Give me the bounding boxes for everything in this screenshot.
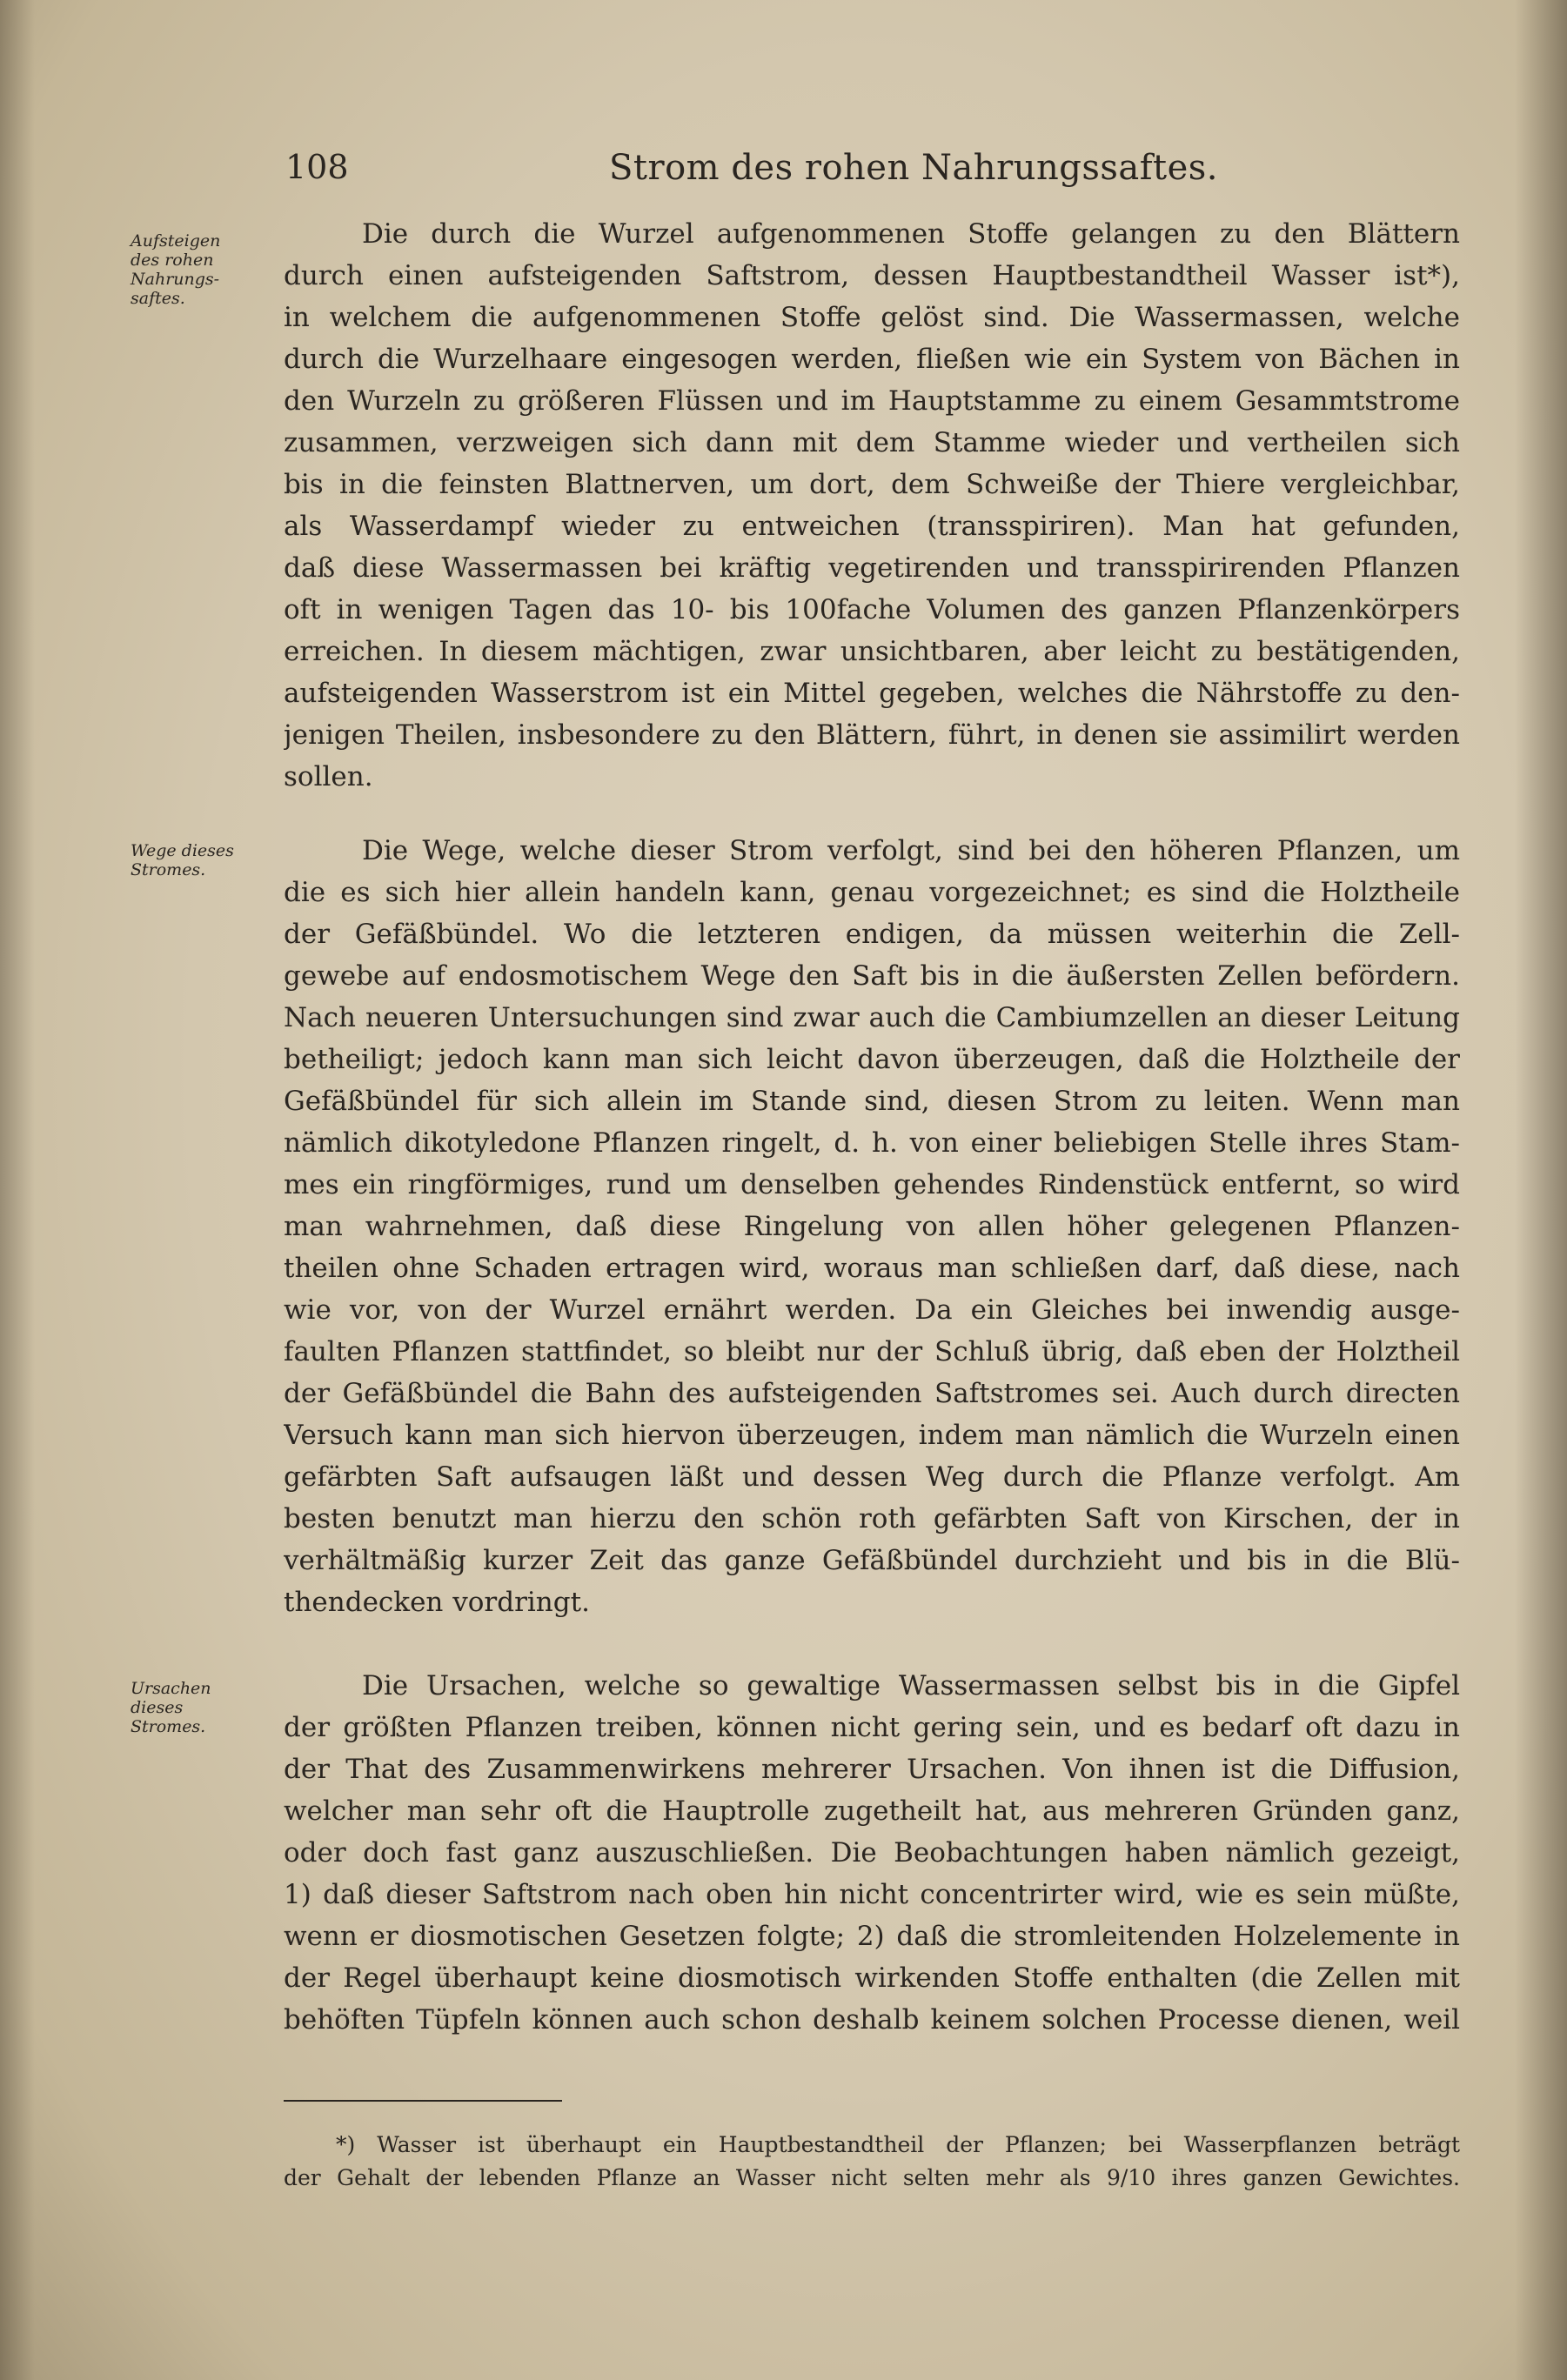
text-line: welcher man sehr oft die Hauptrolle zugetheilt hat, aus mehreren Gründen ganz, <box>284 1795 1460 1827</box>
text-line: durch die Wurzelhaare eingesogen werden, fließen wie ein System von Bächen in <box>284 344 1460 375</box>
text-line: mes ein ringförmiges, rund um denselben gehendes Rindenstück entfernt, so wird <box>284 1169 1460 1200</box>
margin-note-line: Nahrungs- <box>131 270 220 289</box>
margin-note-line: Aufsteigen <box>131 231 221 251</box>
margin-note-line: Stromes. <box>131 860 206 879</box>
text-line: durch einen aufsteigenden Saftstrom, dessen Hauptbestandtheil Wasser ist*), <box>284 260 1460 291</box>
footnote-rule <box>284 2100 562 2102</box>
margin-note-line: saftes. <box>131 289 185 308</box>
text-line: der Gefäßbündel die Bahn des aufsteigenden Saftstromes sei. Auch durch directen <box>284 1378 1460 1409</box>
text-line: Versuch kann man sich hiervon überzeugen, indem man nämlich die Wurzeln einen <box>284 1420 1460 1451</box>
text-line: Die durch die Wurzel aufgenommenen Stoffe gelangen zu den Blättern <box>362 218 1460 250</box>
text-line: aufsteigenden Wasserstrom ist ein Mittel gegeben, welches die Nährstoffe zu den- <box>284 678 1460 709</box>
text-line: erreichen. In diesem mächtigen, zwar unsichtbaren, aber leicht zu bestätigenden, <box>284 636 1460 667</box>
text-line: gewebe auf endosmotischem Wege den Saft bis in die äußersten Zellen befördern. <box>284 960 1460 992</box>
margin-note-ursachen <box>131 1679 261 1736</box>
text-line: thendecken vordringt. <box>284 1587 590 1618</box>
text-line: zusammen, verzweigen sich dann mit dem Stamme wieder und vertheilen sich <box>284 427 1460 458</box>
text-line: Nach neueren Untersuchungen sind zwar auch die Cambiumzellen an dieser Leitung <box>284 1002 1460 1033</box>
text-line: der That des Zusammenwirkens mehrerer Ursachen. Von ihnen ist die Diffusion, <box>284 1754 1460 1785</box>
paragraph-aufsteigen <box>284 213 1460 798</box>
text-line: Gefäßbündel für sich allein im Stande sind, diesen Strom zu leiten. Wenn man <box>284 1086 1460 1117</box>
text-line: verhältmäßig kurzer Zeit das ganze Gefäßbündel durchzieht und bis in die Blü- <box>284 1545 1460 1576</box>
footnote-line: der Gehalt der lebenden Pflanze an Wasser nicht selten mehr als 9/10 ihres ganzen Gewichtes. <box>284 2165 1460 2190</box>
running-head: Strom des rohen Nahrungssaftes. <box>609 148 1219 188</box>
text-line: man wahrnehmen, daß diese Ringelung von allen höher gelegenen Pflanzen- <box>284 1211 1460 1242</box>
paragraph-ursachen <box>284 1665 1460 2041</box>
margin-note-line: Wege dieses <box>131 841 234 860</box>
text-line: sollen. <box>284 761 373 792</box>
text-line: als Wasserdampf wieder zu entweichen (transspiriren). Man hat gefunden, <box>284 511 1460 542</box>
text-line: betheiligt; jedoch kann man sich leicht davon überzeugen, daß die Holztheile der <box>284 1044 1460 1075</box>
margin-note-line: des rohen <box>131 251 214 270</box>
text-line: theilen ohne Schaden ertragen wird, woraus man schließen darf, daß diese, nach <box>284 1253 1460 1284</box>
footnote <box>284 2129 1460 2195</box>
footnote-line: *) Wasser ist überhaupt ein Hauptbestandtheil der Pflanzen; bei Wasserpflanzen beträgt <box>336 2132 1460 2157</box>
text-line: 1) daß dieser Saftstrom nach oben hin nicht concentrirter wird, wie es sein müßte, <box>284 1879 1460 1910</box>
text-line: in welchem die aufgenommenen Stoffe gelöst sind. Die Wassermassen, welche <box>284 302 1460 333</box>
text-line: behöften Tüpfeln können auch schon deshalb keinem solchen Processe dienen, weil <box>284 2004 1460 2036</box>
page-number: 108 <box>285 148 349 186</box>
text-line: der Regel überhaupt keine diosmotisch wirkenden Stoffe enthalten (die Zellen mit <box>284 1962 1460 1994</box>
text-line: nämlich dikotyledone Pflanzen ringelt, d. h. von einer beliebigen Stelle ihres Stam- <box>284 1127 1460 1159</box>
text-line: den Wurzeln zu größeren Flüssen und im Hauptstamme zu einem Gesammtstrome <box>284 385 1460 417</box>
text-line: Die Wege, welche dieser Strom verfolgt, sind bei den höheren Pflanzen, um <box>362 835 1460 866</box>
text-line: besten benutzt man hierzu den schön roth gefärbten Saft von Kirschen, der in <box>284 1503 1460 1534</box>
text-line: daß diese Wassermassen bei kräftig vegetirenden und transspirirenden Pflanzen <box>284 552 1460 584</box>
text-line: jenigen Theilen, insbesondere zu den Blättern, führt, in denen sie assimilirt werden <box>284 719 1460 751</box>
text-line: oder doch fast ganz auszuschließen. Die Beobachtungen haben nämlich gezeigt, <box>284 1837 1460 1869</box>
text-line: wie vor, von der Wurzel ernährt werden. Da ein Gleiches bei inwendig ausge- <box>284 1294 1460 1326</box>
text-line: der größten Pflanzen treiben, können nicht gering sein, und es bedarf oft dazu in <box>284 1712 1460 1743</box>
text-line: Die Ursachen, welche so gewaltige Wassermassen selbst bis in die Gipfel <box>362 1670 1460 1701</box>
page-header <box>278 148 1462 200</box>
text-line: faulten Pflanzen stattfindet, so bleibt nur der Schluß übrig, daß eben der Holztheil <box>284 1336 1460 1367</box>
text-line: bis in die feinsten Blattnerven, um dort, dem Schweiße der Thiere vergleichbar, <box>284 469 1460 500</box>
paragraph-wege <box>284 830 1460 1623</box>
text-line: gefärbten Saft aufsaugen läßt und dessen Weg durch die Pflanze verfolgt. Am <box>284 1461 1460 1493</box>
text-line: der Gefäßbündel. Wo die letzteren endigen, da müssen weiterhin die Zell- <box>284 919 1460 950</box>
margin-note-line: dieses <box>131 1698 184 1717</box>
text-line: wenn er diosmotischen Gesetzen folgte; 2) daß die stromleitenden Holzelemente in <box>284 1921 1460 1952</box>
text-line: oft in wenigen Tagen das 10- bis 100fache Volumen des ganzen Pflanzenkörpers <box>284 594 1460 625</box>
text-line: die es sich hier allein handeln kann, genau vorgezeichnet; es sind die Holztheile <box>284 877 1460 908</box>
margin-note-aufsteigen <box>131 231 261 308</box>
margin-note-line: Ursachen <box>131 1679 211 1698</box>
margin-note-wege <box>131 841 261 879</box>
margin-note-line: Stromes. <box>131 1717 206 1736</box>
